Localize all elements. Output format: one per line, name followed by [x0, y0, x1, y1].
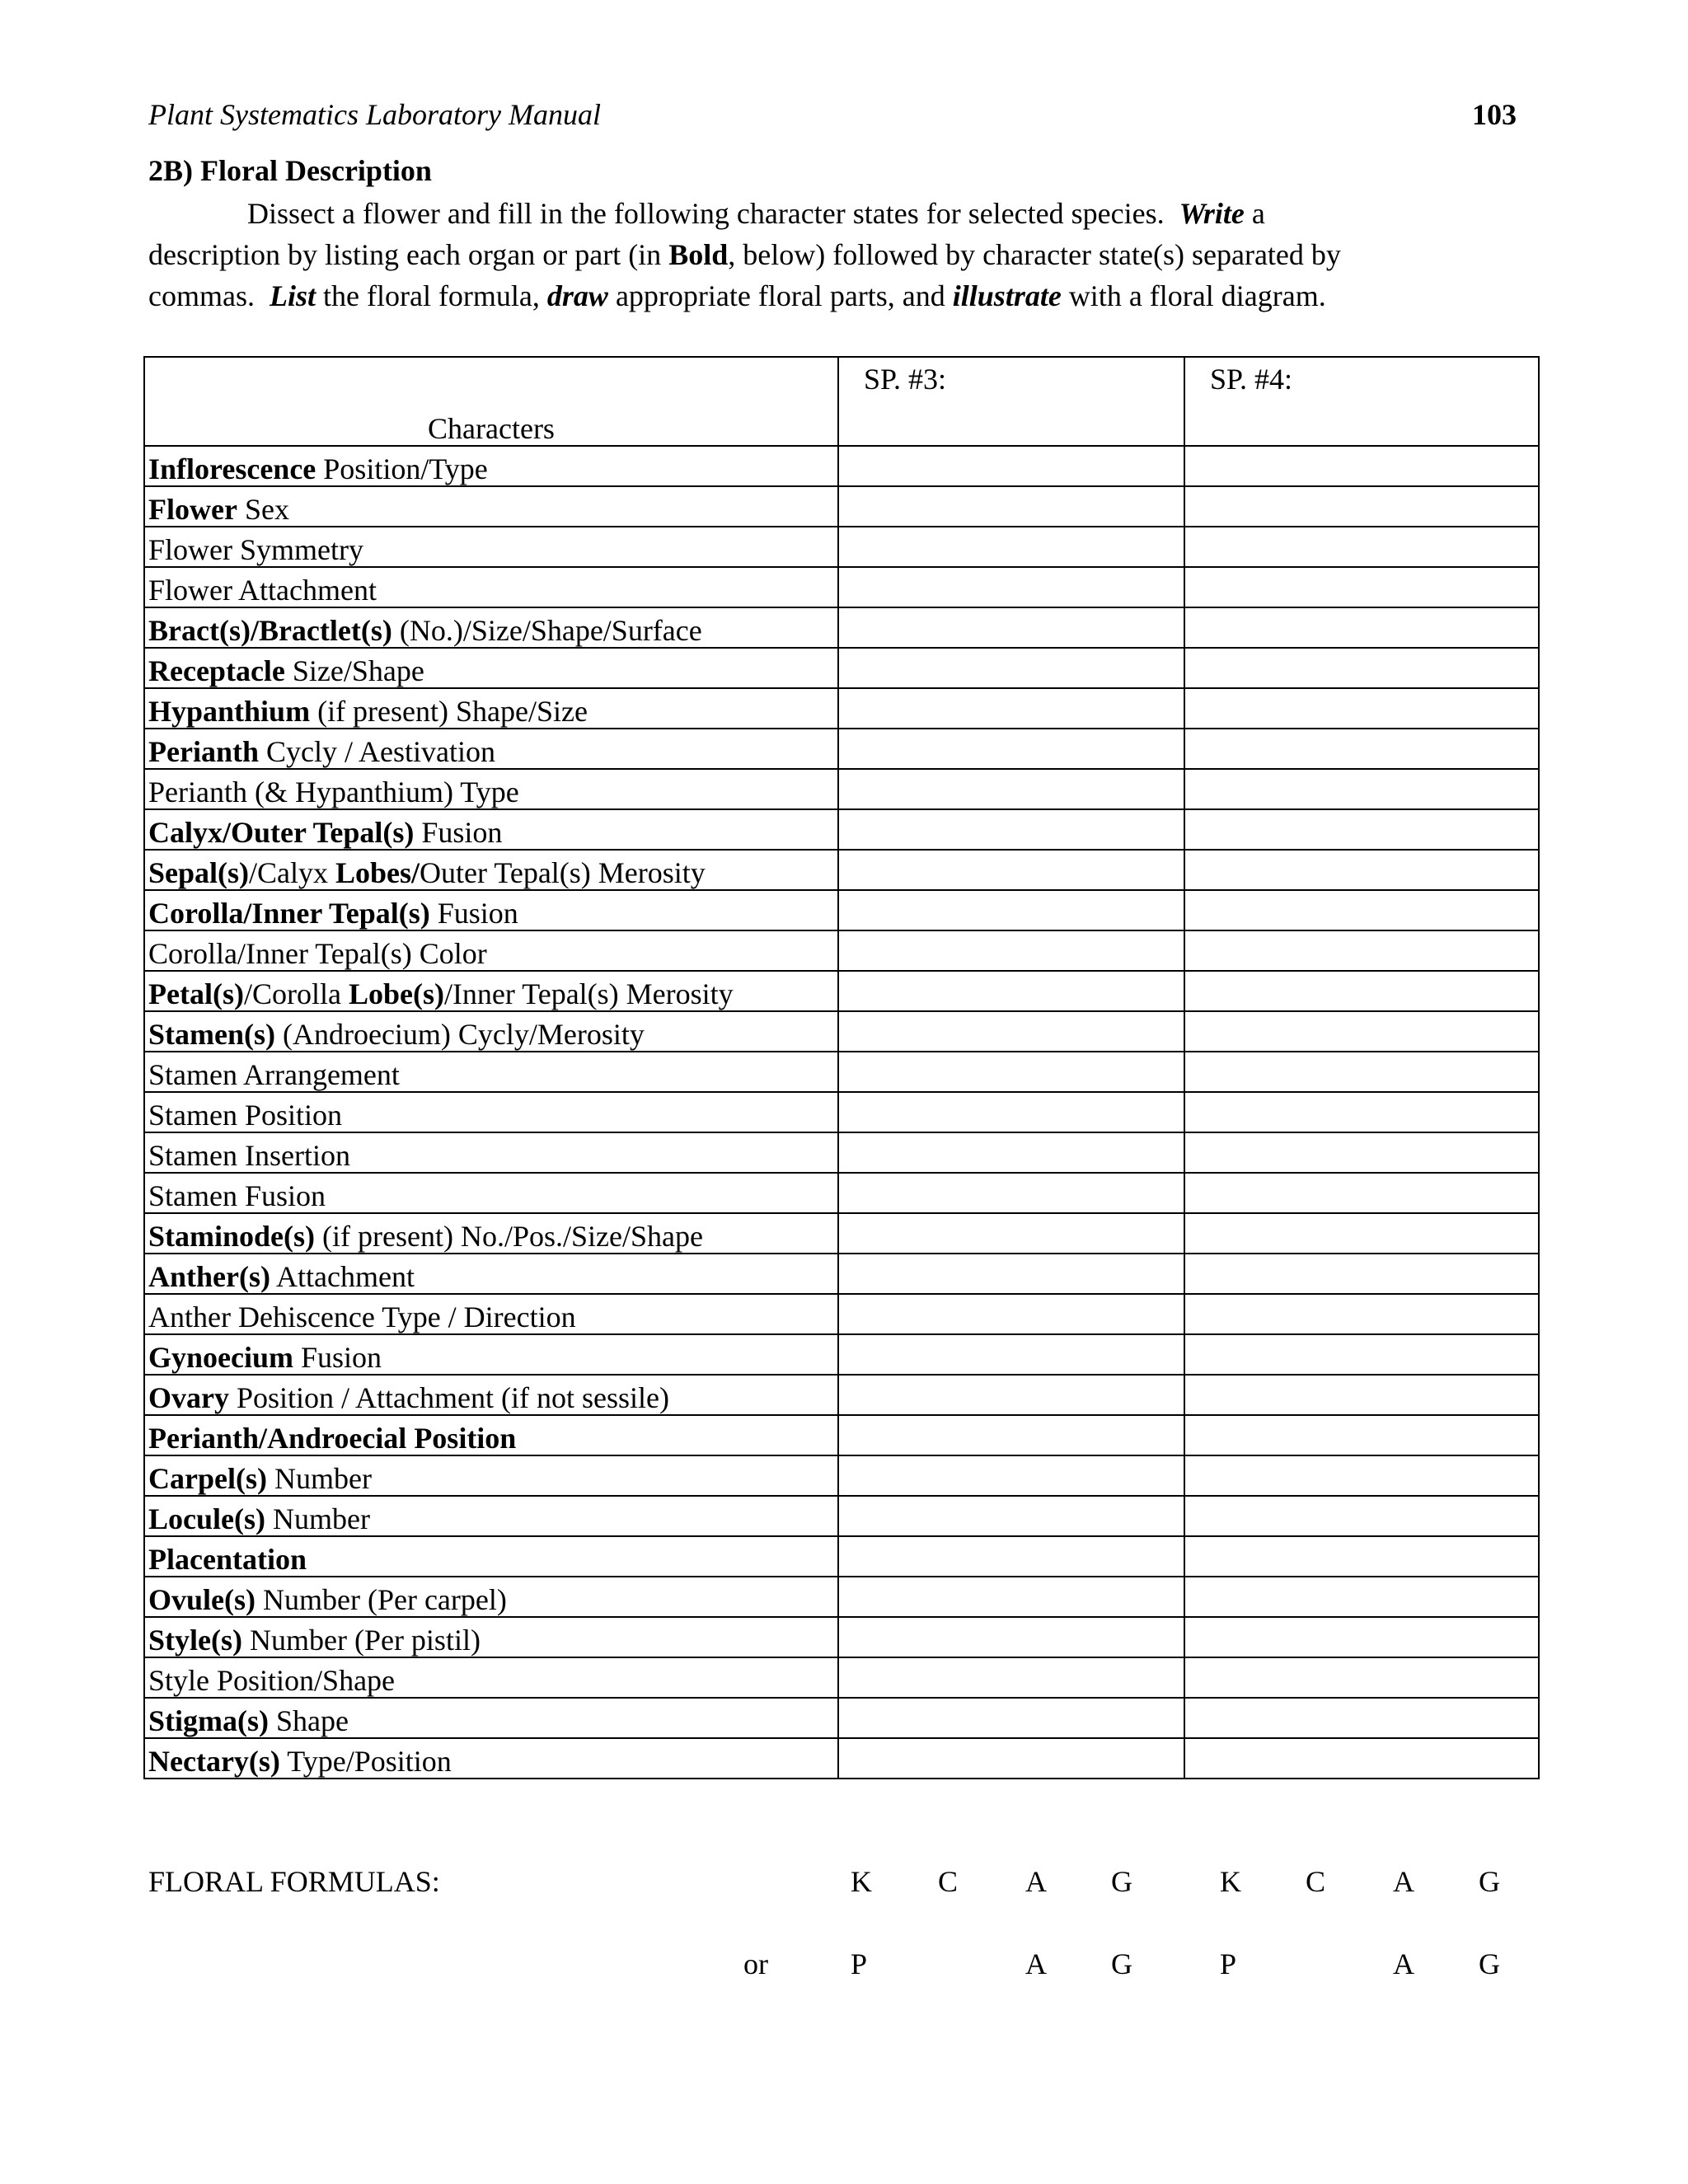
character-attribute: Size/Shape: [284, 654, 424, 687]
instructions-text: , below) followed by character state(s) separated by: [728, 238, 1341, 271]
sp3-cell[interactable]: [838, 1132, 1184, 1173]
sp4-cell[interactable]: [1184, 1455, 1539, 1496]
formula-symbol: G: [1479, 1947, 1500, 1980]
character-label: [144, 1294, 838, 1334]
character-label: [144, 769, 838, 809]
sp3-cell[interactable]: [838, 446, 1184, 486]
character-label: [144, 527, 838, 567]
character-organ: Inflorescence: [148, 452, 316, 485]
sp4-cell[interactable]: [1184, 688, 1539, 729]
table-row: [144, 890, 1539, 930]
character-label: [144, 890, 838, 930]
character-attribute: Style Position/Shape: [148, 1664, 396, 1697]
sp3-cell[interactable]: [838, 769, 1184, 809]
sp3-cell[interactable]: [838, 1455, 1184, 1496]
sp3-cell[interactable]: [838, 890, 1184, 930]
character-attribute: (Androecium) Cycly/Merosity: [274, 1018, 645, 1051]
sp4-cell[interactable]: [1184, 1092, 1539, 1132]
sp4-cell[interactable]: [1184, 1294, 1539, 1334]
character-attribute: Type/Position: [279, 1745, 452, 1778]
character-organ: Stigma(s): [148, 1704, 269, 1737]
sp3-cell[interactable]: [838, 1334, 1184, 1375]
character-attribute: Flower Attachment: [148, 574, 377, 607]
sp3-cell[interactable]: [838, 1415, 1184, 1455]
sp4-cell[interactable]: [1184, 486, 1539, 527]
table-row: [144, 1213, 1539, 1254]
table-row: [144, 1254, 1539, 1294]
character-organ: Lobe(s): [348, 977, 444, 1010]
table-row: [144, 486, 1539, 527]
character-organ: Placentation: [148, 1543, 307, 1576]
sp3-cell[interactable]: [838, 809, 1184, 850]
character-organ: Flower: [148, 493, 237, 526]
sp4-cell[interactable]: [1184, 971, 1539, 1011]
character-organ: Petal(s): [148, 977, 244, 1010]
character-label: [144, 607, 838, 648]
character-organ: Stamen(s): [148, 1018, 275, 1051]
character-attribute: (No.)/Size/Shape/Surface: [392, 614, 702, 647]
sp4-cell[interactable]: [1184, 1334, 1539, 1375]
character-attribute: Number (Per carpel): [256, 1583, 507, 1616]
instructions-text: Dissect a flower and fill in the following character states for selected species.: [247, 197, 1165, 230]
sp4-cell[interactable]: [1184, 1213, 1539, 1254]
sp4-cell[interactable]: [1184, 1617, 1539, 1657]
character-label: [144, 1455, 838, 1496]
character-table: [143, 356, 1540, 1779]
sp4-cell[interactable]: [1184, 607, 1539, 648]
table-row: [144, 648, 1539, 688]
table-row: [144, 1415, 1539, 1455]
character-label: [144, 648, 838, 688]
instructions-text: a: [1251, 197, 1265, 230]
sp4-cell[interactable]: [1184, 1173, 1539, 1213]
character-attribute: Stamen Insertion: [148, 1139, 350, 1172]
formula-or-label: or: [743, 1947, 768, 1980]
sp4-cell[interactable]: [1184, 648, 1539, 688]
instructions-text: with a floral diagram.: [1068, 279, 1326, 312]
character-attribute: Sex: [237, 493, 289, 526]
character-label: [144, 446, 838, 486]
character-label: [144, 486, 838, 527]
character-organ: Carpel(s): [148, 1462, 267, 1495]
sp4-cell[interactable]: [1184, 1415, 1539, 1455]
instructions-text: description by listing each organ or part (in: [148, 238, 662, 271]
sp3-cell[interactable]: [838, 1052, 1184, 1092]
instructions-line-1: [148, 193, 1517, 234]
character-attribute: Fusion: [429, 897, 518, 930]
character-rows: [144, 446, 1539, 1779]
formula-symbol: A: [1393, 1865, 1414, 1898]
sp3-cell[interactable]: [838, 567, 1184, 607]
instructions-emphasis: Write: [1179, 197, 1245, 230]
sp3-cell[interactable]: [838, 1617, 1184, 1657]
sp4-cell[interactable]: [1184, 527, 1539, 567]
table-row: [144, 1375, 1539, 1415]
sp3-cell[interactable]: [838, 648, 1184, 688]
character-attribute: Number: [266, 1462, 372, 1495]
character-attribute: Perianth (& Hypanthium) Type: [148, 776, 519, 808]
sp4-cell[interactable]: [1184, 1738, 1539, 1779]
sp3-cell[interactable]: [838, 1536, 1184, 1577]
instructions-paragraph: [148, 193, 1517, 316]
character-label: [144, 1617, 838, 1657]
sp4-header: SP. #4:: [1184, 357, 1539, 446]
table-header-row: [144, 357, 1539, 446]
characters-header: Characters: [144, 357, 838, 446]
character-organ: Perianth: [148, 735, 259, 768]
sp4-cell[interactable]: [1184, 930, 1539, 971]
character-attribute: Outer Tepal(s) Merosity: [420, 856, 706, 889]
character-label: [144, 1213, 838, 1254]
character-label: [144, 1496, 838, 1536]
formula-symbol: K: [1220, 1865, 1241, 1898]
character-attribute: /Corolla: [243, 977, 349, 1010]
instructions-line-2: [148, 234, 1517, 275]
formula-symbol: G: [1111, 1865, 1132, 1898]
character-attribute: Stamen Fusion: [148, 1179, 326, 1212]
character-organ: Corolla/Inner Tepal(s): [148, 897, 430, 930]
sp4-cell[interactable]: [1184, 1496, 1539, 1536]
instructions-line-3: [148, 275, 1517, 316]
character-attribute: Stamen Arrangement: [148, 1058, 400, 1091]
character-attribute: (if present) No./Pos./Size/Shape: [315, 1220, 703, 1253]
character-attribute: Fusion: [414, 816, 503, 849]
table-row: [144, 729, 1539, 769]
sp4-cell[interactable]: [1184, 1375, 1539, 1415]
sp3-cell[interactable]: [838, 930, 1184, 971]
sp3-cell[interactable]: [838, 486, 1184, 527]
character-organ: Gynoecium: [148, 1341, 293, 1374]
sp4-cell[interactable]: [1184, 890, 1539, 930]
sp4-cell[interactable]: [1184, 1657, 1539, 1698]
sp3-cell[interactable]: [838, 1011, 1184, 1052]
formula-symbol: P: [1220, 1947, 1237, 1980]
character-label: [144, 1738, 838, 1779]
sp3-cell[interactable]: [838, 1375, 1184, 1415]
sp3-cell[interactable]: [838, 527, 1184, 567]
sp4-cell[interactable]: [1184, 809, 1539, 850]
formula-symbol: C: [1306, 1865, 1326, 1898]
sp3-cell[interactable]: [838, 1294, 1184, 1334]
character-label: [144, 567, 838, 607]
character-attribute: Shape: [269, 1704, 349, 1737]
page-number: 103: [1472, 98, 1517, 131]
character-attribute: Stamen Position: [148, 1099, 343, 1132]
formula-symbol: G: [1111, 1947, 1132, 1980]
sp3-cell[interactable]: [838, 1577, 1184, 1617]
table-row: [144, 1738, 1539, 1779]
sp4-cell[interactable]: [1184, 1536, 1539, 1577]
table-row: [144, 688, 1539, 729]
character-label: [144, 1698, 838, 1738]
character-attribute: Number (Per pistil): [241, 1624, 481, 1657]
table-row: [144, 769, 1539, 809]
character-attribute: Corolla/Inner Tepal(s) Color: [148, 937, 487, 970]
manual-title: Plant Systematics Laboratory Manual: [148, 98, 601, 131]
character-attribute: Position/Type: [316, 452, 488, 485]
sp4-cell[interactable]: [1184, 850, 1539, 890]
instructions-emphasis: illustrate: [952, 279, 1062, 312]
character-label: [144, 971, 838, 1011]
sp3-cell[interactable]: [838, 729, 1184, 769]
instructions-emphasis: draw: [546, 279, 608, 312]
character-organ: Ovule(s): [148, 1583, 256, 1616]
formula-symbol: K: [851, 1865, 872, 1898]
character-organ: Style(s): [148, 1624, 242, 1657]
table-row: [144, 1617, 1539, 1657]
instructions-emphasis: Bold: [668, 238, 729, 271]
character-attribute: /Calyx: [249, 856, 336, 889]
formula-symbol: A: [1025, 1865, 1047, 1898]
sp4-cell[interactable]: [1184, 1698, 1539, 1738]
page-header: [148, 97, 1517, 142]
sp3-cell[interactable]: [838, 1738, 1184, 1779]
table-row: [144, 1052, 1539, 1092]
instructions-text: the floral formula,: [323, 279, 540, 312]
character-label: [144, 1536, 838, 1577]
character-organ: Ovary: [148, 1381, 229, 1414]
character-attribute: Number: [265, 1502, 370, 1535]
character-organ: Perianth/Androecial Position: [148, 1422, 517, 1455]
sp4-cell[interactable]: [1184, 446, 1539, 486]
table-row: [144, 1011, 1539, 1052]
character-label: [144, 688, 838, 729]
character-organ: Bract(s)/Bractlet(s): [148, 614, 392, 647]
character-label: [144, 1657, 838, 1698]
character-attribute: Cycly / Aestivation: [258, 735, 495, 768]
sp3-cell[interactable]: [838, 1173, 1184, 1213]
character-label: [144, 809, 838, 850]
formula-symbol: G: [1479, 1865, 1500, 1898]
character-organ: Locule(s): [148, 1502, 265, 1535]
table-row: [144, 1294, 1539, 1334]
character-attribute: Flower Symmetry: [148, 533, 363, 566]
sp3-cell[interactable]: [838, 1657, 1184, 1698]
table-row: [144, 1173, 1539, 1213]
character-label: [144, 1092, 838, 1132]
instructions-text: commas.: [148, 279, 255, 312]
sp3-cell[interactable]: [838, 1213, 1184, 1254]
character-organ: Receptacle: [148, 654, 285, 687]
character-attribute: Fusion: [293, 1341, 382, 1374]
sp4-cell[interactable]: [1184, 1132, 1539, 1173]
character-organ: Hypanthium: [148, 695, 311, 728]
instructions-text: appropriate floral parts, and: [615, 279, 945, 312]
table-row: [144, 850, 1539, 890]
table-row: [144, 809, 1539, 850]
sp4-cell[interactable]: [1184, 567, 1539, 607]
table-row: [144, 567, 1539, 607]
character-organ: Nectary(s): [148, 1745, 280, 1778]
sp4-cell[interactable]: [1184, 1254, 1539, 1294]
sp4-cell[interactable]: [1184, 1577, 1539, 1617]
formula-symbol: A: [1025, 1947, 1047, 1980]
character-organ: Lobes/: [335, 856, 420, 889]
character-label: [144, 1173, 838, 1213]
sp3-cell[interactable]: [838, 1254, 1184, 1294]
character-organ: Anther(s): [148, 1260, 270, 1293]
sp4-cell[interactable]: [1184, 769, 1539, 809]
table-row: [144, 1657, 1539, 1698]
table-row: [144, 1496, 1539, 1536]
table-row: [144, 1334, 1539, 1375]
table-row: [144, 1092, 1539, 1132]
table-row: [144, 1132, 1539, 1173]
sp3-cell[interactable]: [838, 971, 1184, 1011]
table-row: [144, 1698, 1539, 1738]
character-attribute: Anther Dehiscence Type / Direction: [148, 1301, 576, 1333]
character-organ: Sepal(s): [148, 856, 250, 889]
table-row: [144, 971, 1539, 1011]
sp3-cell[interactable]: [838, 607, 1184, 648]
character-organ: Calyx/Outer Tepal(s): [148, 816, 415, 849]
character-label: [144, 1132, 838, 1173]
table-row: [144, 446, 1539, 486]
character-label: [144, 729, 838, 769]
character-attribute: /Inner Tepal(s) Merosity: [443, 977, 734, 1010]
sp3-cell[interactable]: [838, 850, 1184, 890]
character-label: [144, 1577, 838, 1617]
character-attribute: Position / Attachment (if not sessile): [228, 1381, 669, 1414]
sp3-cell[interactable]: [838, 1698, 1184, 1738]
sp4-cell[interactable]: [1184, 1011, 1539, 1052]
character-label: [144, 1334, 838, 1375]
character-label: [144, 1254, 838, 1294]
table-row: [144, 607, 1539, 648]
sp4-cell[interactable]: [1184, 729, 1539, 769]
table-row: [144, 930, 1539, 971]
formula-symbol: A: [1393, 1947, 1414, 1980]
formula-symbol: C: [938, 1865, 959, 1898]
table-row: [144, 1536, 1539, 1577]
table-row: [144, 527, 1539, 567]
character-organ: Staminode(s): [148, 1220, 316, 1253]
table-row: [144, 1577, 1539, 1617]
sp3-header: SP. #3:: [838, 357, 1184, 446]
instructions-emphasis: List: [269, 279, 316, 312]
character-label: [144, 1415, 838, 1455]
table-row: [144, 1455, 1539, 1496]
character-label: [144, 850, 838, 890]
character-label: [144, 1011, 838, 1052]
formula-symbol: P: [851, 1947, 868, 1980]
character-attribute: (if present) Shape/Size: [310, 695, 588, 728]
character-label: [144, 1052, 838, 1092]
section-title: 2B) Floral Description: [148, 154, 432, 187]
sp3-cell[interactable]: [838, 1496, 1184, 1536]
floral-formulas-label: FLORAL FORMULAS:: [148, 1865, 440, 1898]
character-attribute: Attachment: [270, 1260, 415, 1293]
character-label: [144, 1375, 838, 1415]
sp4-cell[interactable]: [1184, 1052, 1539, 1092]
sp3-cell[interactable]: [838, 688, 1184, 729]
sp3-cell[interactable]: [838, 1092, 1184, 1132]
character-label: [144, 930, 838, 971]
